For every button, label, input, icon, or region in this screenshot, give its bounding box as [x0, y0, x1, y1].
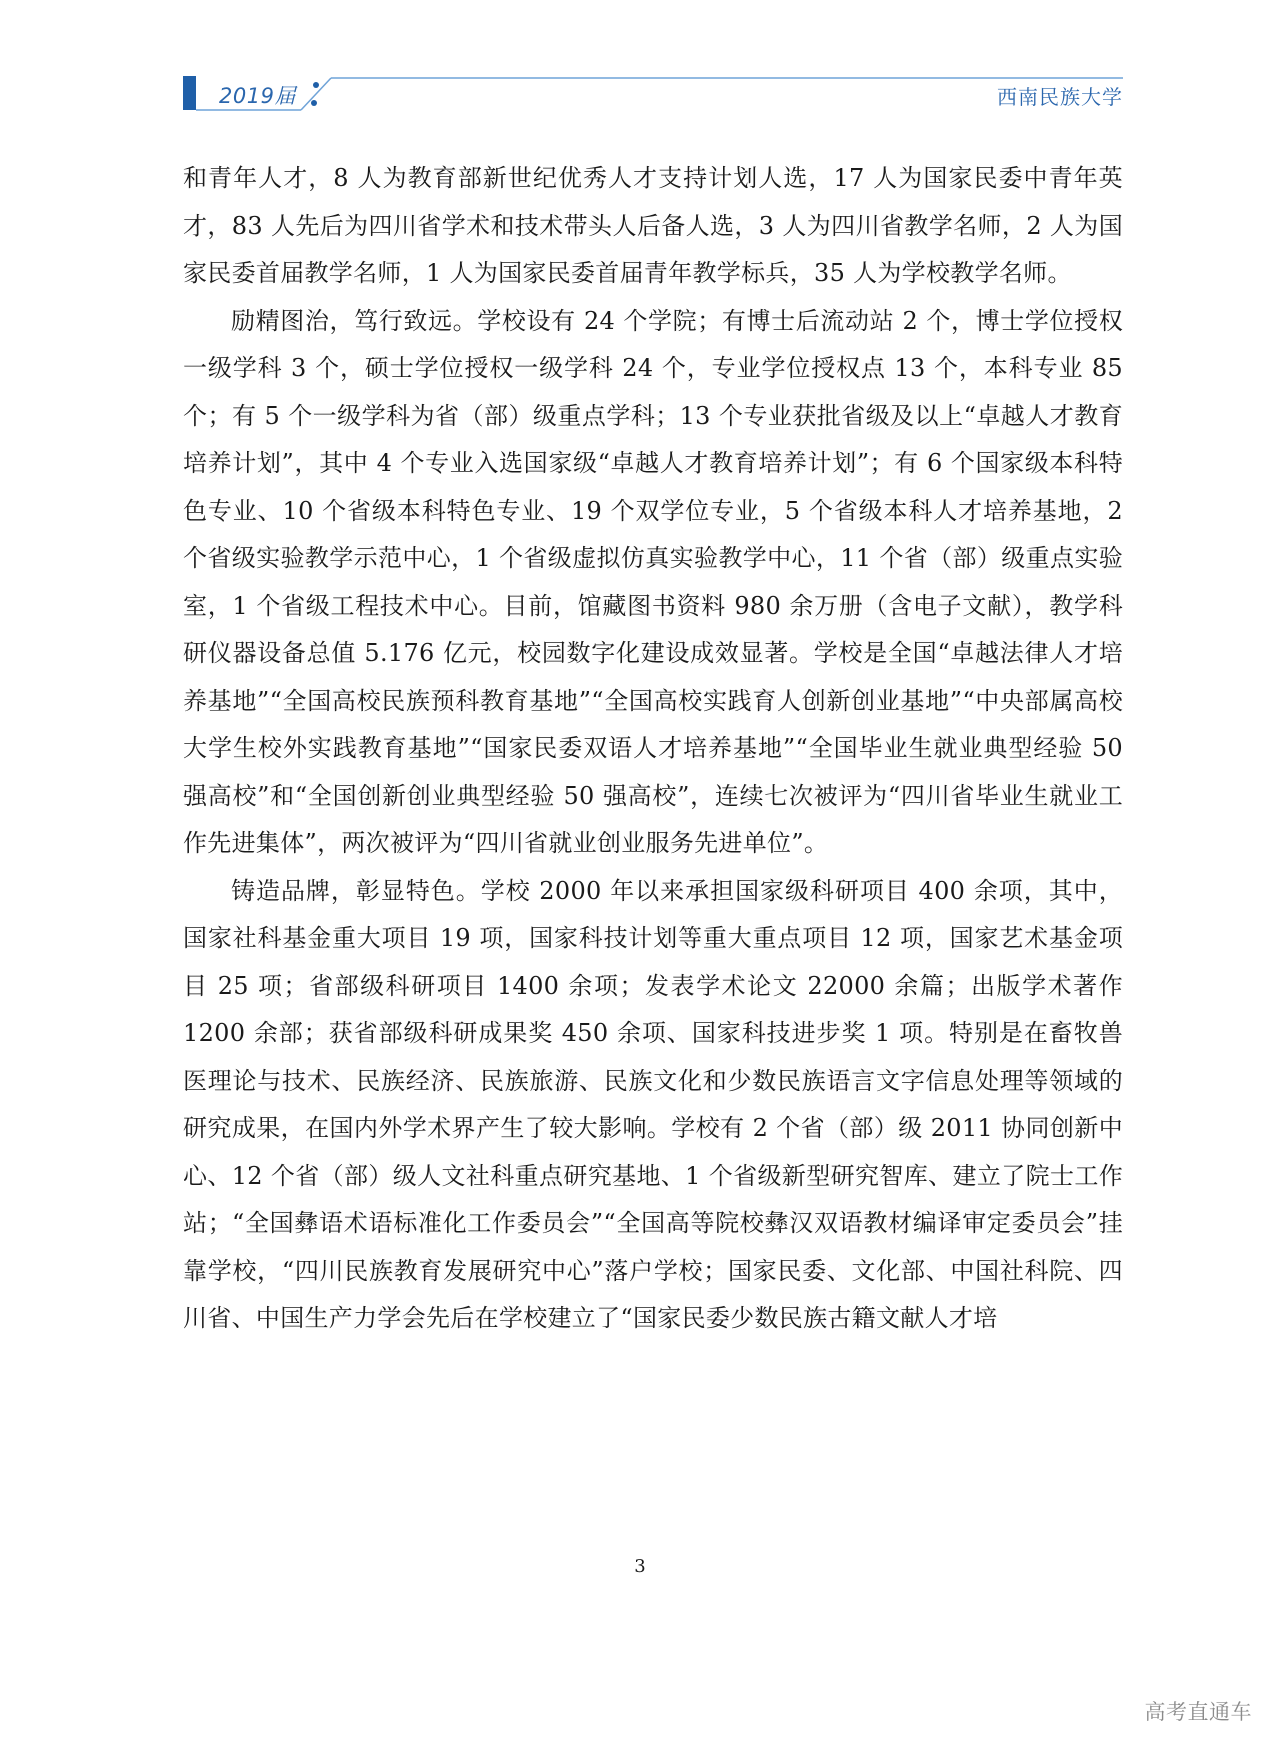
header-year-label: 2019届 [219, 84, 296, 108]
body-paragraph-3: 铸造品牌，彰显特色。学校 2000 年以来承担国家级科研项目 400 余项，其中，国家社科基金重大项目 19 项，国家科技计划等重大重点项目 12 项，国家艺术基金项目 25 项；省部级科研项目 1400 余项；发表学术论文 22000 余篇；出版学术著作 1200 余部；获省部级科研成果奖 450 余项、国家科技进步奖 1 项。特别是在畜牧兽医理论与技术、民族经济、民族旅游、民族文化和少数民族语言文字信息处理等领域的研究成果，在国内外学术界产生了较大影响。学校有 2 个省（部）级 2011 协同创新中心、12 个省（部）级人文社科重点研究基地、1 个省级新型研究智库、建立了院士工作站；“全国彝语术语标准化工作委员会”“全国高等院校彝汉双语教材编译审定委员会”挂靠学校，“四川民族教育发展研究中心”落户学校；国家民委、文化部、中国社科院、四川省、中国生产力学会先后在学校建立了“国家民委少数民族古籍文献人才培 [183, 876, 1123, 1332]
page-header [183, 76, 1123, 112]
watermark-text: 高考直通车 [1144, 1700, 1252, 1724]
document-body [183, 155, 1123, 1343]
page-number: 3 [634, 1556, 646, 1577]
header-decoration-line [183, 76, 1123, 112]
body-paragraph-1: 和青年人才，8 人为教育部新世纪优秀人才支持计划人选，17 人为国家民委中青年英才，83 人先后为四川省学术和技术带头人后备人选，3 人为四川省教学名师，2 人为国家民委首届教学名师，1 人为国家民委首届青年教学标兵，35 人为学校教学名师。 [183, 164, 1123, 287]
header-school-name: 西南民族大学 [997, 85, 1123, 109]
body-paragraph-2: 励精图治，笃行致远。学校设有 24 个学院；有博士后流动站 2 个，博士学位授权一级学科 3 个，硕士学位授权一级学科 24 个，专业学位授权点 13 个，本科专业 85 个；有 5 个一级学科为省（部）级重点学科；13 个专业获批省级及以上“卓越人才教育培养计划”，其中 4 个专业入选国家级“卓越人才教育培养计划”；有 6 个国家级本科特色专业、10 个省级本科特色专业、19 个双学位专业，5 个省级本科人才培养基地，2 个省级实验教学示范中心，1 个省级虚拟仿真实验教学中心，11 个省（部）级重点实验室，1 个省级工程技术中心。目前，馆藏图书资料 980 余万册（含电子文献），教学科研仪器设备总值 5.176 亿元，校园数字化建设成效显著。学校是全国“卓越法律人才培养基地”“全国高校民族预科教育基地”“全国高校实践育人创新创业基地”“中央部属高校大学生校外实践教育基地”“国家民委双语人才培养基地”“全国毕业生就业典型经验 50 强高校”和“全国创新创业典型经验 50 强高校”，连续七次被评为“四川省毕业生就业工作先进集体”，两次被评为“四川省就业创业服务先进单位”。 [183, 306, 1123, 857]
